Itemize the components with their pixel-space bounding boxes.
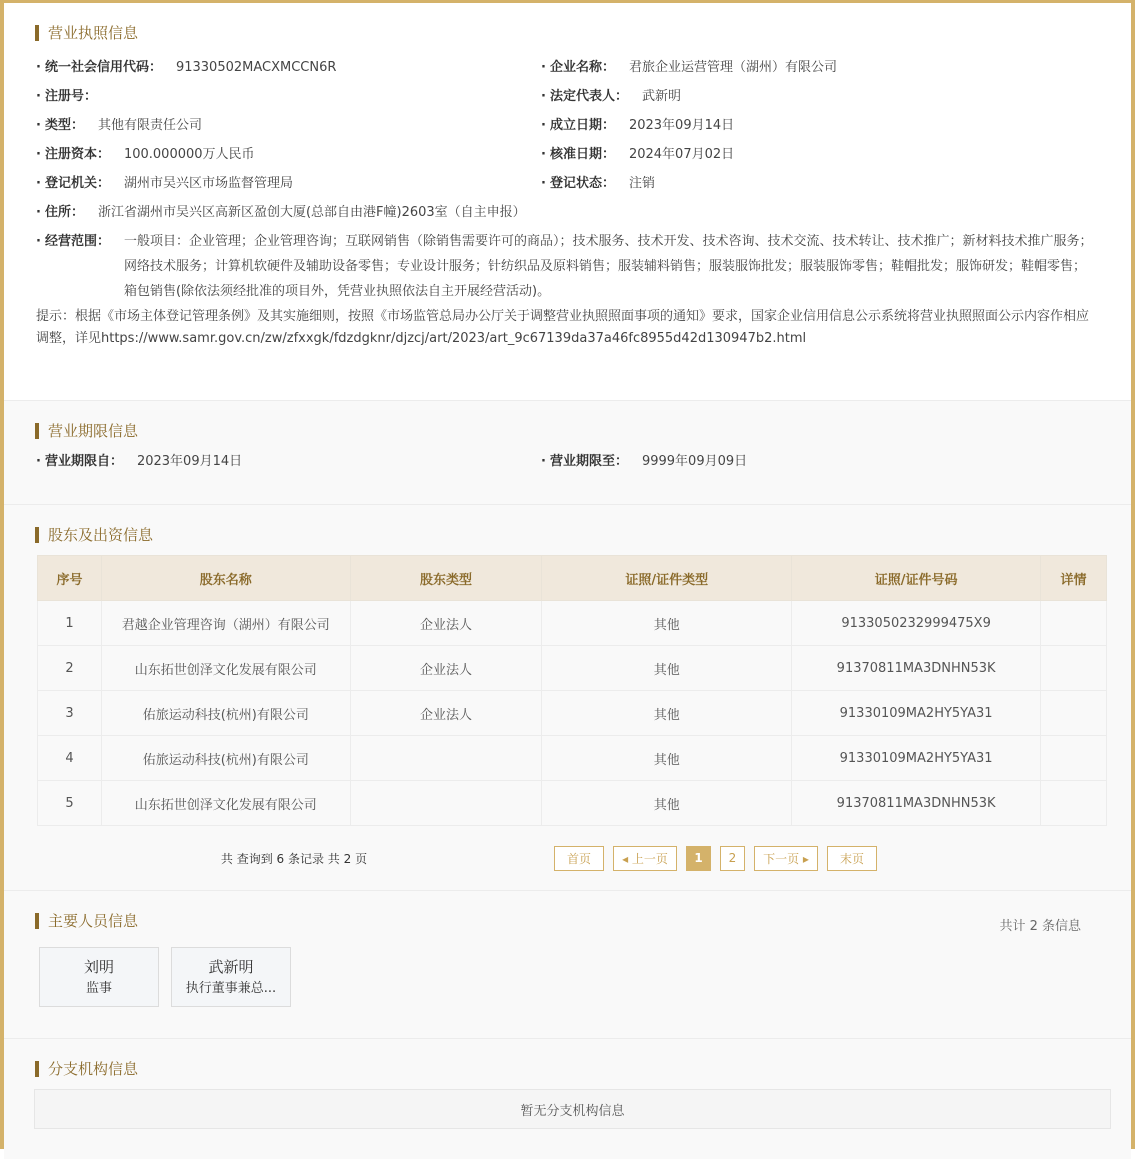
status-value: 注销 — [628, 176, 655, 191]
company-name-value: 君旅企业运营管理（湖州）有限公司 — [628, 60, 837, 75]
approve-date-field: · 核准日期： 2024年07月02日 — [541, 140, 734, 169]
detail-cell[interactable] — [1041, 601, 1107, 646]
branch-title: 分支机构信息 — [35, 1061, 1101, 1077]
term-to-field: · 营业期限至： 9999年09月09日 — [541, 447, 747, 476]
authority-field: · 登记机关： 湖州市吴兴区市场监督管理局 — [36, 169, 541, 198]
holders-header-row — [38, 556, 1107, 601]
table-row: 2 山东拓世创泽文化发展有限公司 企业法人 其他 91370811MA3DNHN53K — [38, 646, 1107, 691]
branch-section — [4, 1039, 1131, 1159]
license-notice: 提示：根据《市场主体登记管理条例》及其实施细则，按照《市场监管总局办公厅关于调整营业执照照面事项的通知》要求，国家企业信用信息公示系统将营业执照照面公示内容作相应调整，详见https://www.samr.gov.cn/zw/zfxxgk/fdzdgknr/djzcj/art/2023/art_9c67139da37a46fc8955d42d130947b2.html — [36, 309, 1090, 346]
table-row: 4 佑旅运动科技(杭州)有限公司 其他 91330109MA2HY5YA31 — [38, 736, 1107, 781]
person-card[interactable] — [171, 947, 291, 1007]
legal-rep-field: · 法定代表人： 武新明 — [541, 82, 681, 111]
scope-field: · 经营范围： 一般项目：企业管理；企业管理咨询；互联网销售（除销售需要许可的商品）；技术服务、技术开发、技术咨询、技术交流、技术转让、技术推广；新材料技术推广服务；网络技术服务；计算机软硬件及辅助设备零售；专业设计服务；针纺织品及原料销售；服装辅料销售；服装服饰批发；服装服饰零售；鞋帽批发；服饰研发；鞋帽零售；箱包销售(除依法须经批准的项目外，凭营业执照依法自主开展经营活动)。 — [36, 227, 1096, 304]
approve-date-value: 2024年07月02日 — [628, 147, 735, 162]
person-name: 刘明 — [83, 958, 114, 976]
col-license-no: 证照/证件号码 — [792, 556, 1041, 601]
branch-empty-box — [34, 1089, 1111, 1129]
table-row: 3 佑旅运动科技(杭州)有限公司 企业法人 其他 91330109MA2HY5YA31 — [38, 691, 1107, 736]
license-title: 营业执照信息 — [35, 25, 1101, 41]
holders-table — [37, 555, 1107, 826]
last-page-button[interactable]: 末页 — [827, 846, 877, 871]
term-title: 营业期限信息 — [35, 423, 1101, 439]
credit-code-field: · 统一社会信用代码： 91330502MACXMCCN6R — [36, 53, 541, 82]
person-role: 监事 — [85, 981, 112, 996]
person-card[interactable] — [39, 947, 159, 1007]
term-from-field: · 营业期限自： 2023年09月14日 — [36, 447, 541, 476]
first-page-button[interactable]: 首页 — [554, 846, 604, 871]
col-holder-name: 股东名称 — [101, 556, 350, 601]
pager — [554, 846, 877, 871]
persons-total: 共计 2 条信息 — [999, 919, 1081, 934]
status-field: · 登记状态： 注销 — [541, 169, 655, 198]
col-license-type: 证照/证件类型 — [542, 556, 792, 601]
address-value: 浙江省湖州市吴兴区高新区盈创大厦(总部自由港F幢)2603室（自主申报） — [97, 205, 526, 220]
table-row: 5 山东拓世创泽文化发展有限公司 其他 91370811MA3DNHN53K — [38, 781, 1107, 826]
term-from-value: 2023年09月14日 — [136, 454, 243, 469]
next-page-button[interactable]: 下一页 ▸ — [754, 846, 818, 871]
type-value: 其他有限责任公司 — [97, 118, 202, 133]
legal-rep-value: 武新明 — [641, 89, 681, 104]
pager-count: 共 查询到 6 条记录 共 2 页 — [220, 851, 368, 866]
col-holder-type: 股东类型 — [350, 556, 542, 601]
type-field: · 类型： 其他有限责任公司 — [36, 111, 541, 140]
page-1-button[interactable]: 1 — [686, 846, 711, 871]
persons-title: 主要人员信息 — [35, 913, 1101, 929]
company-name-field: · 企业名称： 君旅企业运营管理（湖州）有限公司 — [541, 53, 837, 82]
persons-section — [4, 891, 1131, 1039]
table-row: 1 君越企业管理咨询（湖州）有限公司 企业法人 其他 9133050232999475X9 — [38, 601, 1107, 646]
holders-title: 股东及出资信息 — [35, 527, 1101, 543]
pager-row — [34, 845, 1101, 871]
term-section — [4, 401, 1131, 505]
prev-page-button[interactable]: ◂ 上一页 — [613, 846, 677, 871]
reg-no-field: · 注册号： — [36, 89, 97, 104]
detail-cell[interactable] — [1041, 781, 1107, 826]
page-2-button[interactable]: 2 — [720, 846, 745, 871]
credit-code-value: 91330502MACXMCCN6R — [175, 60, 337, 75]
capital-field: · 注册资本： 100.000000万人民币 — [36, 140, 541, 169]
scope-value: 一般项目：企业管理；企业管理咨询；互联网销售（除销售需要许可的商品）；技术服务、技术开发、技术咨询、技术交流、技术转让、技术推广；新材料技术推广服务；网络技术服务；计算机软硬件及辅助设备零售；专业设计服务；针纺织品及原料销售；服装辅料销售；服装服饰批发；服装服饰零售；鞋帽批发；服饰研发；鞋帽零售；箱包销售(除依法须经批准的项目外，凭营业执照依法自主开展经营活动)。 — [123, 234, 1093, 299]
col-detail: 详情 — [1041, 556, 1107, 601]
holders-section — [4, 505, 1131, 891]
authority-value: 湖州市吴兴区市场监督管理局 — [123, 176, 293, 191]
branch-empty-text: 暂无分支机构信息 — [520, 1103, 625, 1119]
col-index: 序号 — [38, 556, 102, 601]
capital-value: 100.000000万人民币 — [123, 147, 255, 162]
found-date-field: · 成立日期： 2023年09月14日 — [541, 111, 734, 140]
address-field: · 住所： 浙江省湖州市吴兴区高新区盈创大厦(总部自由港F幢)2603室（自主申报） — [36, 198, 526, 227]
found-date-value: 2023年09月14日 — [628, 118, 735, 133]
detail-cell[interactable] — [1041, 691, 1107, 736]
person-name: 武新明 — [208, 958, 254, 976]
person-role: 执行董事兼总... — [185, 981, 277, 996]
license-section — [4, 3, 1131, 401]
term-to-value: 9999年09月09日 — [641, 454, 748, 469]
detail-cell[interactable] — [1041, 736, 1107, 781]
detail-cell[interactable] — [1041, 646, 1107, 691]
